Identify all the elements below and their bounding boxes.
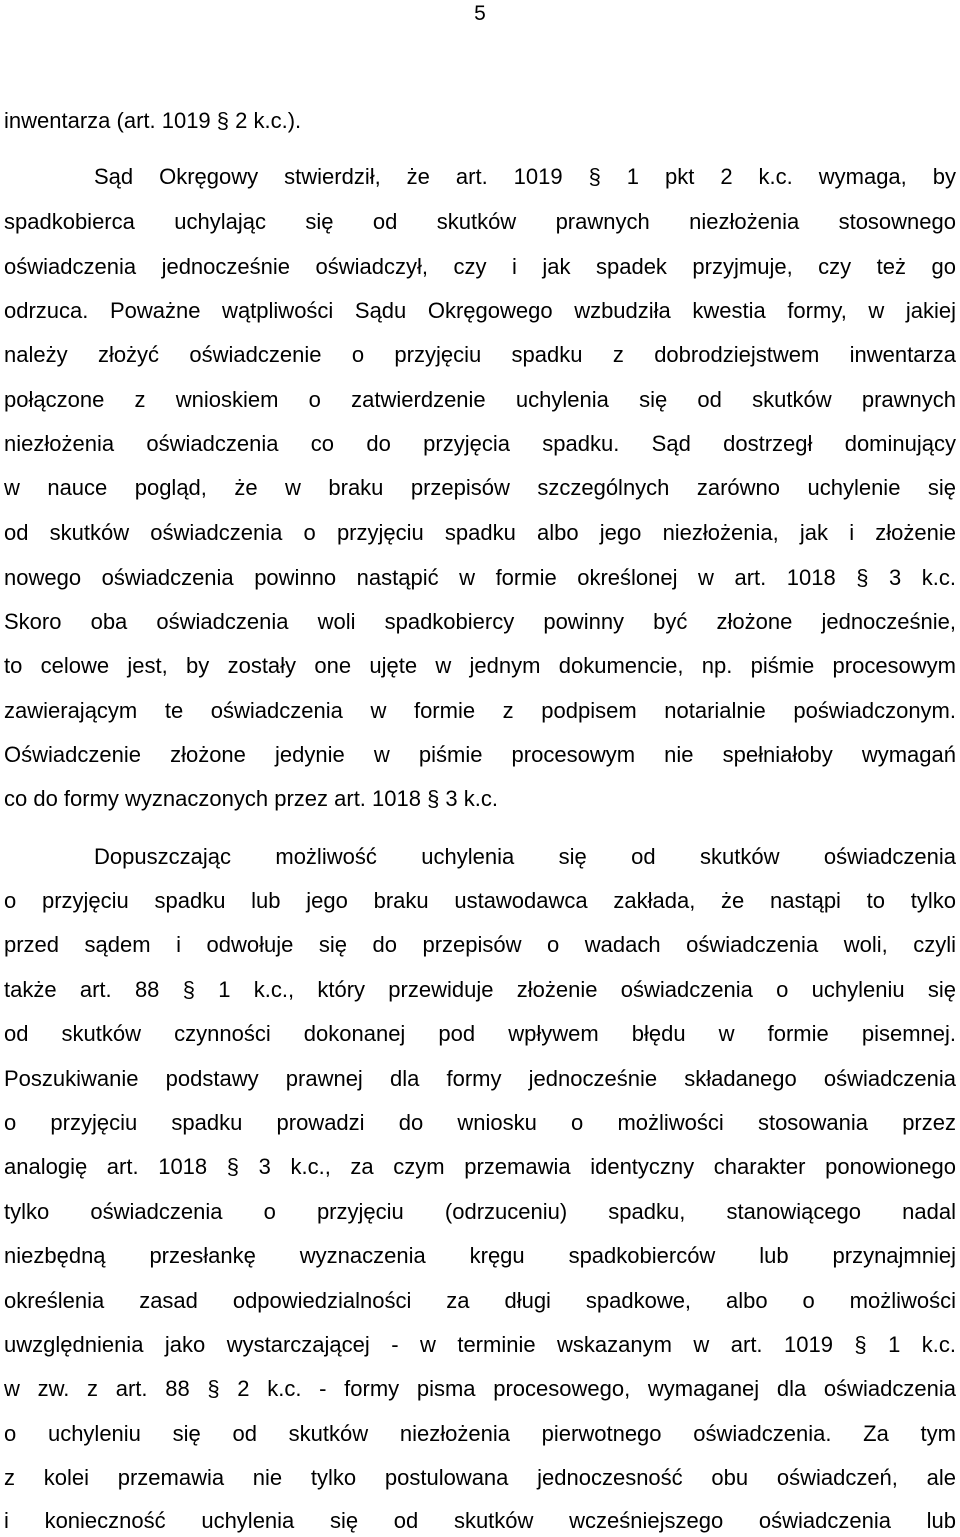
text-line: to celowe jest, by zostały one ujęte w jednym dokumencie, np. piśmie procesowym [4, 653, 956, 678]
text-line: połączone z wnioskiem o zatwierdzenie uchylenia się od skutków prawnych [4, 387, 956, 412]
text-line: odrzuca. Poważne wątpliwości Sądu Okręgowego wzbudziła kwestia formy, w jakiej [4, 298, 956, 323]
text-line: od skutków oświadczenia o przyjęciu spadku albo jego niezłożenia, jak i złożenie [4, 520, 956, 545]
text-line: Skoro oba oświadczenia woli spadkobiercy powinny być złożone jednocześnie, [4, 609, 956, 634]
text-line: i konieczność uchylenia się od skutków wcześniejszego oświadczenia lub [4, 1508, 956, 1533]
text-line: Oświadczenie złożone jedynie w piśmie procesowym nie spełniałoby wymagań [4, 742, 956, 767]
text-line: od skutków czynności dokonanej pod wpływem błędu w formie pisemnej. [4, 1021, 956, 1046]
text-line: inwentarza (art. 1019 § 2 k.c.). [4, 108, 302, 133]
text-line: w nauce pogląd, że w braku przepisów szczególnych zarówno uchylenie się [4, 475, 956, 500]
text-line: co do formy wyznaczonych przez art. 1018 § 3 k.c. [4, 786, 499, 811]
text-line: Dopuszczając możliwość uchylenia się od skutków oświadczenia [94, 844, 956, 869]
text-line: niezłożenia oświadczenia co do przyjęcia spadku. Sąd dostrzegł dominujący [4, 431, 956, 456]
text-line: o przyjęciu spadku prowadzi do wniosku o możliwości stosowania przez [4, 1110, 956, 1135]
text-line: określenia zasad odpowiedzialności za długi spadkowe, albo o możliwości [4, 1288, 956, 1313]
text-line: uwzględnienia jako wystarczającej - w terminie wskazanym w art. 1019 § 1 k.c. [4, 1332, 956, 1357]
text-line: Sąd Okręgowy stwierdził, że art. 1019 § 1 pkt 2 k.c. wymaga, by [94, 164, 956, 189]
text-line: nowego oświadczenia powinno nastąpić w formie określonej w art. 1018 § 3 k.c. [4, 565, 956, 590]
text-line: zawierającym te oświadczenia w formie z podpisem notarialnie poświadczonym. [4, 698, 956, 723]
text-line: o uchyleniu się od skutków niezłożenia pierwotnego oświadczenia. Za tym [4, 1421, 956, 1446]
text-line: w zw. z art. 88 § 2 k.c. - formy pisma procesowego, wymaganej dla oświadczenia [4, 1376, 956, 1401]
text-line: tylko oświadczenia o przyjęciu (odrzuceniu) spadku, stanowiącego nadal [4, 1199, 956, 1224]
text-line: o przyjęciu spadku lub jego braku ustawodawca zakłada, że nastąpi to tylko [4, 888, 956, 913]
text-line: także art. 88 § 1 k.c., który przewiduje złożenie oświadczenia o uchyleniu się [4, 977, 956, 1002]
text-line: przed sądem i odwołuje się do przepisów o wadach oświadczenia woli, czyli [4, 932, 956, 957]
text-line: Poszukiwanie podstawy prawnej dla formy jednocześnie składanego oświadczenia [4, 1066, 956, 1091]
text-line: niezbędną przesłankę wyznaczenia kręgu spadkobierców lub przynajmniej [4, 1243, 956, 1268]
text-line: z kolei przemawia nie tylko postulowana jednoczesność obu oświadczeń, ale [4, 1465, 956, 1490]
text-line: należy złożyć oświadczenie o przyjęciu spadku z dobrodziejstwem inwentarza [4, 342, 956, 367]
text-line: spadkobierca uchylając się od skutków prawnych niezłożenia stosownego [4, 209, 956, 234]
page-number: 5 [474, 2, 486, 25]
text-line: analogię art. 1018 § 3 k.c., za czym przemawia identyczny charakter ponowionego [4, 1154, 956, 1179]
text-line: oświadczenia jednocześnie oświadczył, czy i jak spadek przyjmuje, czy też go [4, 254, 956, 279]
